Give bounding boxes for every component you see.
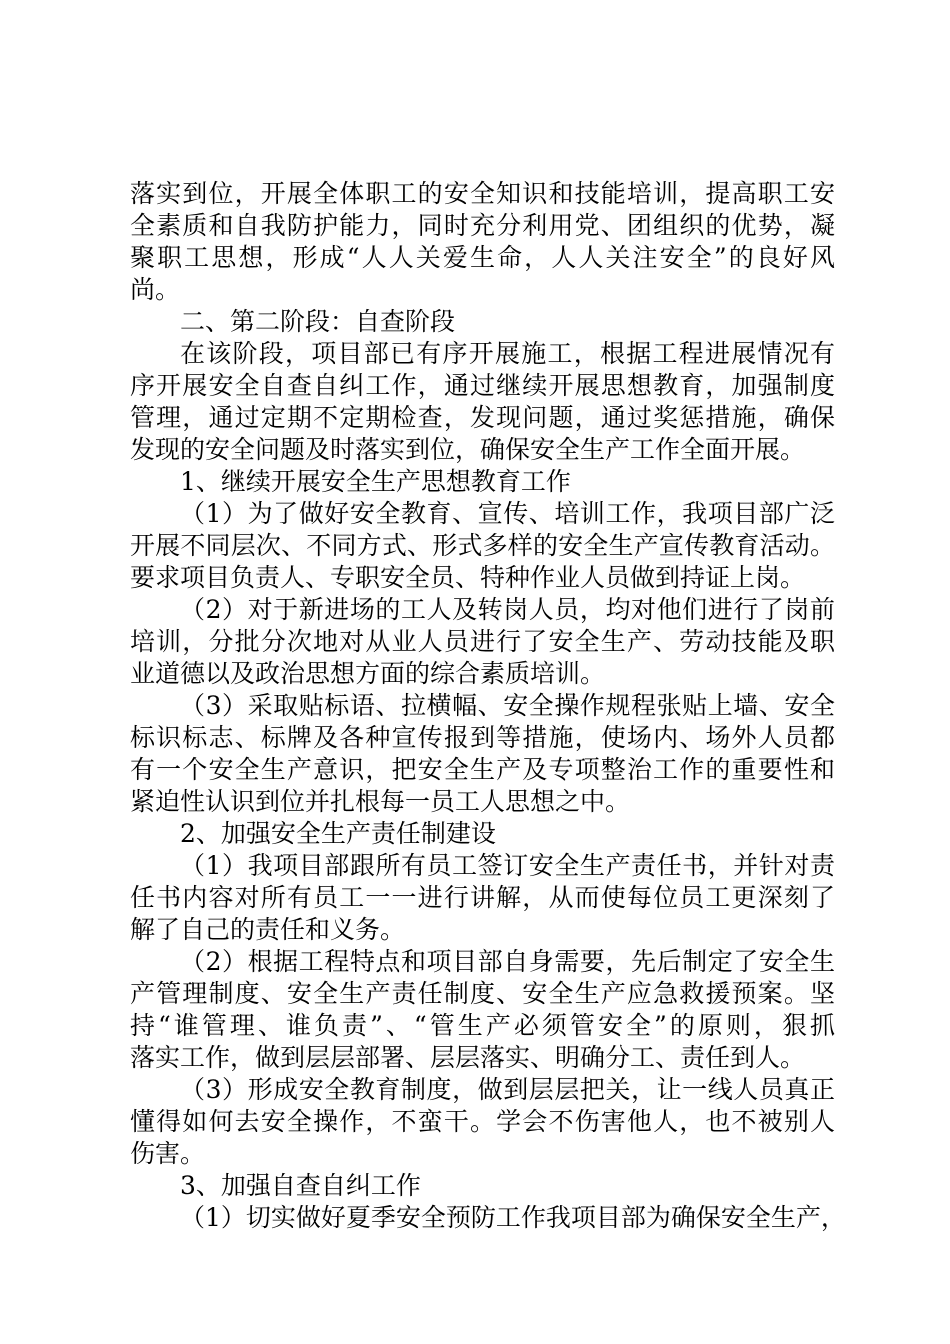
text-line: 聚职工思想，形成“人人关爱生命，人人关注安全”的良好风	[130, 243, 835, 272]
text-line: （2）根据工程特点和项目部自身需要，先后制定了安全生	[180, 947, 835, 976]
text-line: 在该阶段，项目部已有序开展施工，根据工程进展情况有	[180, 339, 835, 368]
subsection-heading: 3、加强自查自纠工作	[180, 1171, 421, 1200]
text-line: （3）形成安全教育制度，做到层层把关，让一线人员真正	[180, 1075, 835, 1104]
text-line: 尚。	[130, 275, 181, 304]
text-line: 落实工作，做到层层部署、层层落实、明确分工、责任到人。	[130, 1043, 806, 1072]
text-line: 产管理制度、安全生产责任制度、安全生产应急救援预案。坚	[130, 979, 835, 1008]
text-line: 序开展安全自查自纠工作，通过继续开展思想教育，加强制度	[130, 371, 835, 400]
text-line: 解了自己的责任和义务。	[130, 915, 406, 944]
text-line: 懂得如何去安全操作，不蛮干。学会不伤害他人，也不被别人	[130, 1107, 835, 1136]
text-line: 伤害。	[130, 1139, 206, 1168]
text-line: 发现的安全问题及时落实到位，确保安全生产工作全面开展。	[130, 435, 806, 464]
subsection-heading: 1、继续开展安全生产思想教育工作	[180, 467, 571, 496]
subsection-heading: 2、加强安全生产责任制建设	[180, 819, 496, 848]
section-heading: 二、第二阶段：自查阶段	[180, 307, 456, 336]
text-line: 标识标志、标牌及各种宣传报到等措施，使场内、场外人员都	[130, 723, 835, 752]
text-line: 紧迫性认识到位并扎根每一员工人思想之中。	[130, 787, 631, 816]
text-line: 全素质和自我防护能力，同时充分利用党、团组织的优势，凝	[130, 211, 835, 240]
text-line: 任书内容对所有员工一一进行讲解，从而使每位员工更深刻了	[130, 883, 835, 912]
text-line: 培训，分批分次地对从业人员进行了安全生产、劳动技能及职	[130, 627, 835, 656]
text-line: 管理，通过定期不定期检查，发现问题，通过奖惩措施，确保	[130, 403, 835, 432]
text-line: 业道德以及政治思想方面的综合素质培训。	[130, 659, 606, 688]
text-line: （2）对于新进场的工人及转岗人员，均对他们进行了岗前	[180, 595, 835, 624]
text-line: （1）切实做好夏季安全预防工作我项目部为确保安全生产，	[180, 1203, 846, 1232]
text-line: 落实到位，开展全体职工的安全知识和技能培训，提高职工安	[130, 179, 835, 208]
text-line: （1）我项目部跟所有员工签订安全生产责任书，并针对责	[180, 851, 835, 880]
text-line: 有一个安全生产意识，把安全生产及专项整治工作的重要性和	[130, 755, 835, 784]
text-line: 要求项目负责人、专职安全员、特种作业人员做到持证上岗。	[130, 563, 806, 592]
text-line: 开展不同层次、不同方式、形式多样的安全生产宣传教育活动。	[130, 531, 835, 560]
text-line: （1）为了做好安全教育、宣传、培训工作，我项目部广泛	[180, 499, 835, 528]
text-line: （3）采取贴标语、拉横幅、安全操作规程张贴上墙、安全	[180, 691, 835, 720]
text-line: 持“谁管理、谁负责”、“管生产必须管安全”的原则，狠抓	[130, 1011, 835, 1040]
